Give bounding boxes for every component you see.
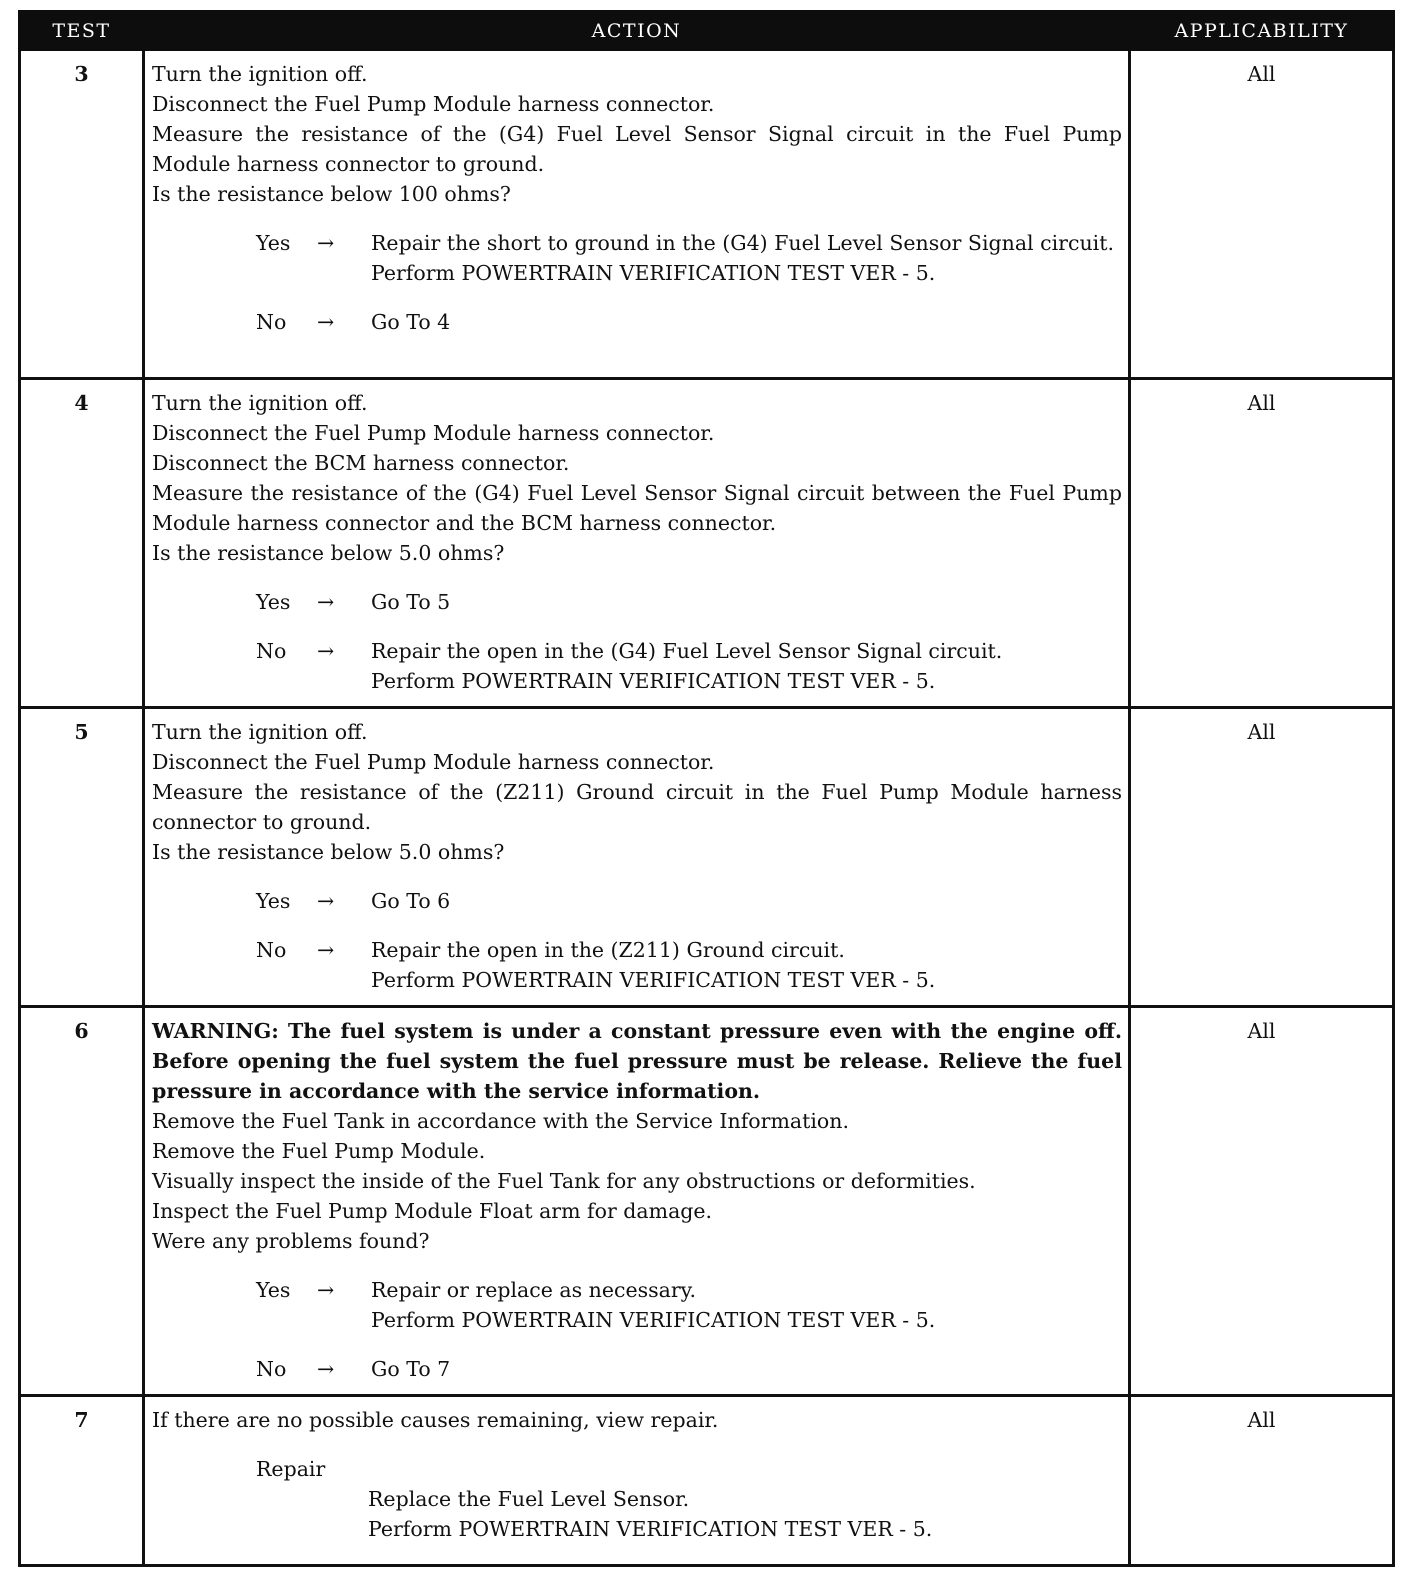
action-step: Remove the Fuel Tank in accordance with the Service Information. — [152, 1109, 849, 1133]
result-line: Go To 6 — [371, 889, 451, 913]
test-row — [20, 708, 1394, 1007]
yes-branch — [152, 1275, 1122, 1335]
arrow-icon: → — [317, 1357, 335, 1381]
action-step: If there are no possible causes remaining, view repair. — [152, 1408, 719, 1432]
applicability-value: All — [1130, 50, 1394, 379]
arrow-icon: → — [317, 1278, 335, 1302]
arrow-icon: → — [317, 938, 335, 962]
no-answer-label: No — [256, 639, 287, 663]
no-result — [371, 307, 1122, 337]
no-result — [371, 935, 1122, 995]
action-step: Measure the resistance of the (G4) Fuel Level Sensor Signal circuit between the Fuel Pump Module harness connector and the BCM harness connector. — [152, 481, 1122, 535]
arrow-icon: → — [317, 639, 335, 663]
yes-answer-label: Yes — [256, 1278, 291, 1302]
action-step: Turn the ignition off. — [152, 391, 368, 415]
result-line: Go To 4 — [371, 310, 451, 334]
action-step: Remove the Fuel Pump Module. — [152, 1139, 486, 1163]
action-step: Measure the resistance of the (Z211) Ground circuit in the Fuel Pump Module harness connector to ground. — [152, 780, 1122, 834]
action-step: Is the resistance below 100 ohms? — [152, 182, 511, 206]
table-header-row — [20, 12, 1394, 50]
yes-answer-label: Yes — [256, 889, 291, 913]
action-cell — [144, 1396, 1130, 1566]
action-step: Were any problems found? — [152, 1229, 430, 1253]
yes-answer-label: Yes — [256, 590, 291, 614]
action-step: Turn the ignition off. — [152, 720, 368, 744]
action-step: Is the resistance below 5.0 ohms? — [152, 840, 505, 864]
action-step: Disconnect the Fuel Pump Module harness connector. — [152, 421, 715, 445]
result-line: Repair or replace as necessary. — [371, 1278, 697, 1302]
diagnostic-test-table — [18, 10, 1395, 1567]
yes-result — [371, 1275, 1122, 1335]
no-branch — [152, 935, 1122, 995]
table-body — [20, 50, 1394, 1566]
arrow-icon: → — [317, 590, 335, 614]
result-line: Perform POWERTRAIN VERIFICATION TEST VER - 5. — [371, 1308, 936, 1332]
result-line: Repair the open in the (Z211) Ground circuit. — [371, 938, 845, 962]
result-line: Go To 7 — [371, 1357, 451, 1381]
result-line: Repair the short to ground in the (G4) Fuel Level Sensor Signal circuit. — [371, 231, 1114, 255]
action-step: Visually inspect the inside of the Fuel Tank for any obstructions or deformities. — [152, 1169, 976, 1193]
test-row — [20, 1007, 1394, 1396]
action-step: Disconnect the Fuel Pump Module harness connector. — [152, 750, 715, 774]
yes-result — [371, 587, 1122, 617]
repair-block — [152, 1454, 1122, 1544]
action-step: Is the resistance below 5.0 ohms? — [152, 541, 505, 565]
no-branch — [152, 636, 1122, 696]
no-branch — [152, 1354, 1122, 1384]
action-cell — [144, 708, 1130, 1007]
test-number: 5 — [20, 708, 144, 1007]
yes-branch — [152, 587, 1122, 617]
test-number: 7 — [20, 1396, 144, 1566]
no-answer-label: No — [256, 310, 287, 334]
yes-result — [371, 886, 1122, 916]
arrow-icon: → — [317, 889, 335, 913]
action-step: Turn the ignition off. — [152, 62, 368, 86]
arrow-icon: → — [317, 231, 335, 255]
repair-line: Replace the Fuel Level Sensor. — [368, 1487, 690, 1511]
action-cell — [144, 379, 1130, 708]
repair-steps — [368, 1484, 1122, 1544]
header-applicability: APPLICABILITY — [1130, 12, 1394, 50]
repair-label: Repair — [256, 1457, 326, 1481]
test-row — [20, 1396, 1394, 1566]
no-result — [371, 636, 1122, 696]
test-row — [20, 379, 1394, 708]
action-step: Disconnect the Fuel Pump Module harness connector. — [152, 92, 715, 116]
yes-branch — [152, 886, 1122, 916]
test-row — [20, 50, 1394, 379]
action-step: Inspect the Fuel Pump Module Float arm for damage. — [152, 1199, 713, 1223]
result-line: Perform POWERTRAIN VERIFICATION TEST VER - 5. — [371, 968, 936, 992]
repair-line: Perform POWERTRAIN VERIFICATION TEST VER - 5. — [368, 1517, 933, 1541]
applicability-value: All — [1130, 379, 1394, 708]
warning-text: WARNING: The fuel system is under a constant pressure even with the engine off. Before opening the fuel system the fuel pressure must be release. Relieve the fuel pressure in accordance with the service information. — [152, 1019, 1122, 1103]
applicability-value: All — [1130, 1007, 1394, 1396]
yes-result — [371, 228, 1122, 288]
test-number: 3 — [20, 50, 144, 379]
action-step: Measure the resistance of the (G4) Fuel Level Sensor Signal circuit in the Fuel Pump Module harness connector to ground. — [152, 122, 1122, 176]
no-result — [371, 1354, 1122, 1384]
header-action: ACTION — [144, 12, 1130, 50]
arrow-icon: → — [317, 310, 335, 334]
result-line: Perform POWERTRAIN VERIFICATION TEST VER - 5. — [371, 669, 936, 693]
no-branch — [152, 307, 1122, 337]
no-answer-label: No — [256, 1357, 287, 1381]
test-number: 4 — [20, 379, 144, 708]
result-line: Go To 5 — [371, 590, 451, 614]
no-answer-label: No — [256, 938, 287, 962]
yes-branch — [152, 228, 1122, 288]
applicability-value: All — [1130, 1396, 1394, 1566]
test-number: 6 — [20, 1007, 144, 1396]
result-line: Perform POWERTRAIN VERIFICATION TEST VER - 5. — [371, 261, 936, 285]
action-step: Disconnect the BCM harness connector. — [152, 451, 570, 475]
header-test: TEST — [20, 12, 144, 50]
result-line: Repair the open in the (G4) Fuel Level Sensor Signal circuit. — [371, 639, 1003, 663]
action-cell — [144, 50, 1130, 379]
action-cell — [144, 1007, 1130, 1396]
applicability-value: All — [1130, 708, 1394, 1007]
yes-answer-label: Yes — [256, 231, 291, 255]
